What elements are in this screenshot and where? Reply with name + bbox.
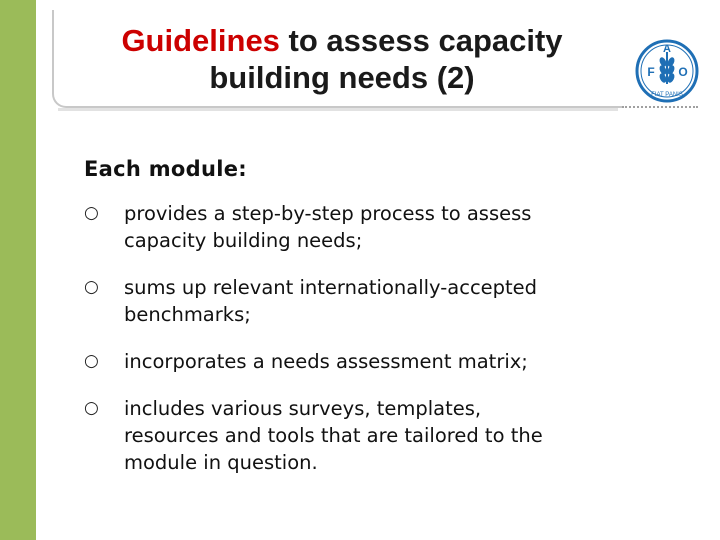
section-heading: Each module: bbox=[84, 157, 247, 181]
logo-letter-f: F bbox=[647, 65, 655, 79]
logo-letter-a: A bbox=[663, 43, 671, 55]
bullet-text-line: benchmarks; bbox=[124, 303, 251, 326]
left-accent-bar bbox=[0, 0, 36, 540]
logo-motto: FIAT PANIS bbox=[651, 92, 683, 98]
list-item bbox=[84, 348, 684, 375]
circle-bullet-icon: ○ bbox=[84, 398, 99, 418]
circle-bullet-icon: ○ bbox=[84, 203, 99, 223]
bullet-text-line: capacity building needs; bbox=[124, 229, 363, 252]
bullet-text-line: includes various surveys, templates, bbox=[124, 397, 482, 420]
title-accent-word: Guidelines bbox=[121, 23, 280, 58]
fao-logo-icon bbox=[634, 38, 700, 104]
bullet-text-line: sums up relevant internationally-accepted bbox=[124, 276, 538, 299]
bullet-text-line: module in question. bbox=[124, 451, 318, 474]
bullet-text-line: provides a step-by-step process to assess bbox=[124, 202, 532, 225]
circle-bullet-icon: ○ bbox=[84, 351, 99, 371]
title-line1-rest: to assess capacity bbox=[279, 23, 563, 58]
dotted-divider bbox=[622, 106, 698, 108]
bullet-text-line: resources and tools that are tailored to the bbox=[124, 424, 543, 447]
logo-letter-o: O bbox=[678, 65, 688, 79]
circle-bullet-icon: ○ bbox=[84, 277, 99, 297]
list-item bbox=[84, 274, 684, 328]
bullet-text-line: incorporates a needs assessment matrix; bbox=[124, 350, 528, 373]
slide-title bbox=[62, 22, 622, 96]
title-line2: building needs (2) bbox=[209, 60, 475, 95]
bullet-list bbox=[84, 200, 684, 496]
list-item bbox=[84, 200, 684, 254]
list-item bbox=[84, 395, 684, 476]
